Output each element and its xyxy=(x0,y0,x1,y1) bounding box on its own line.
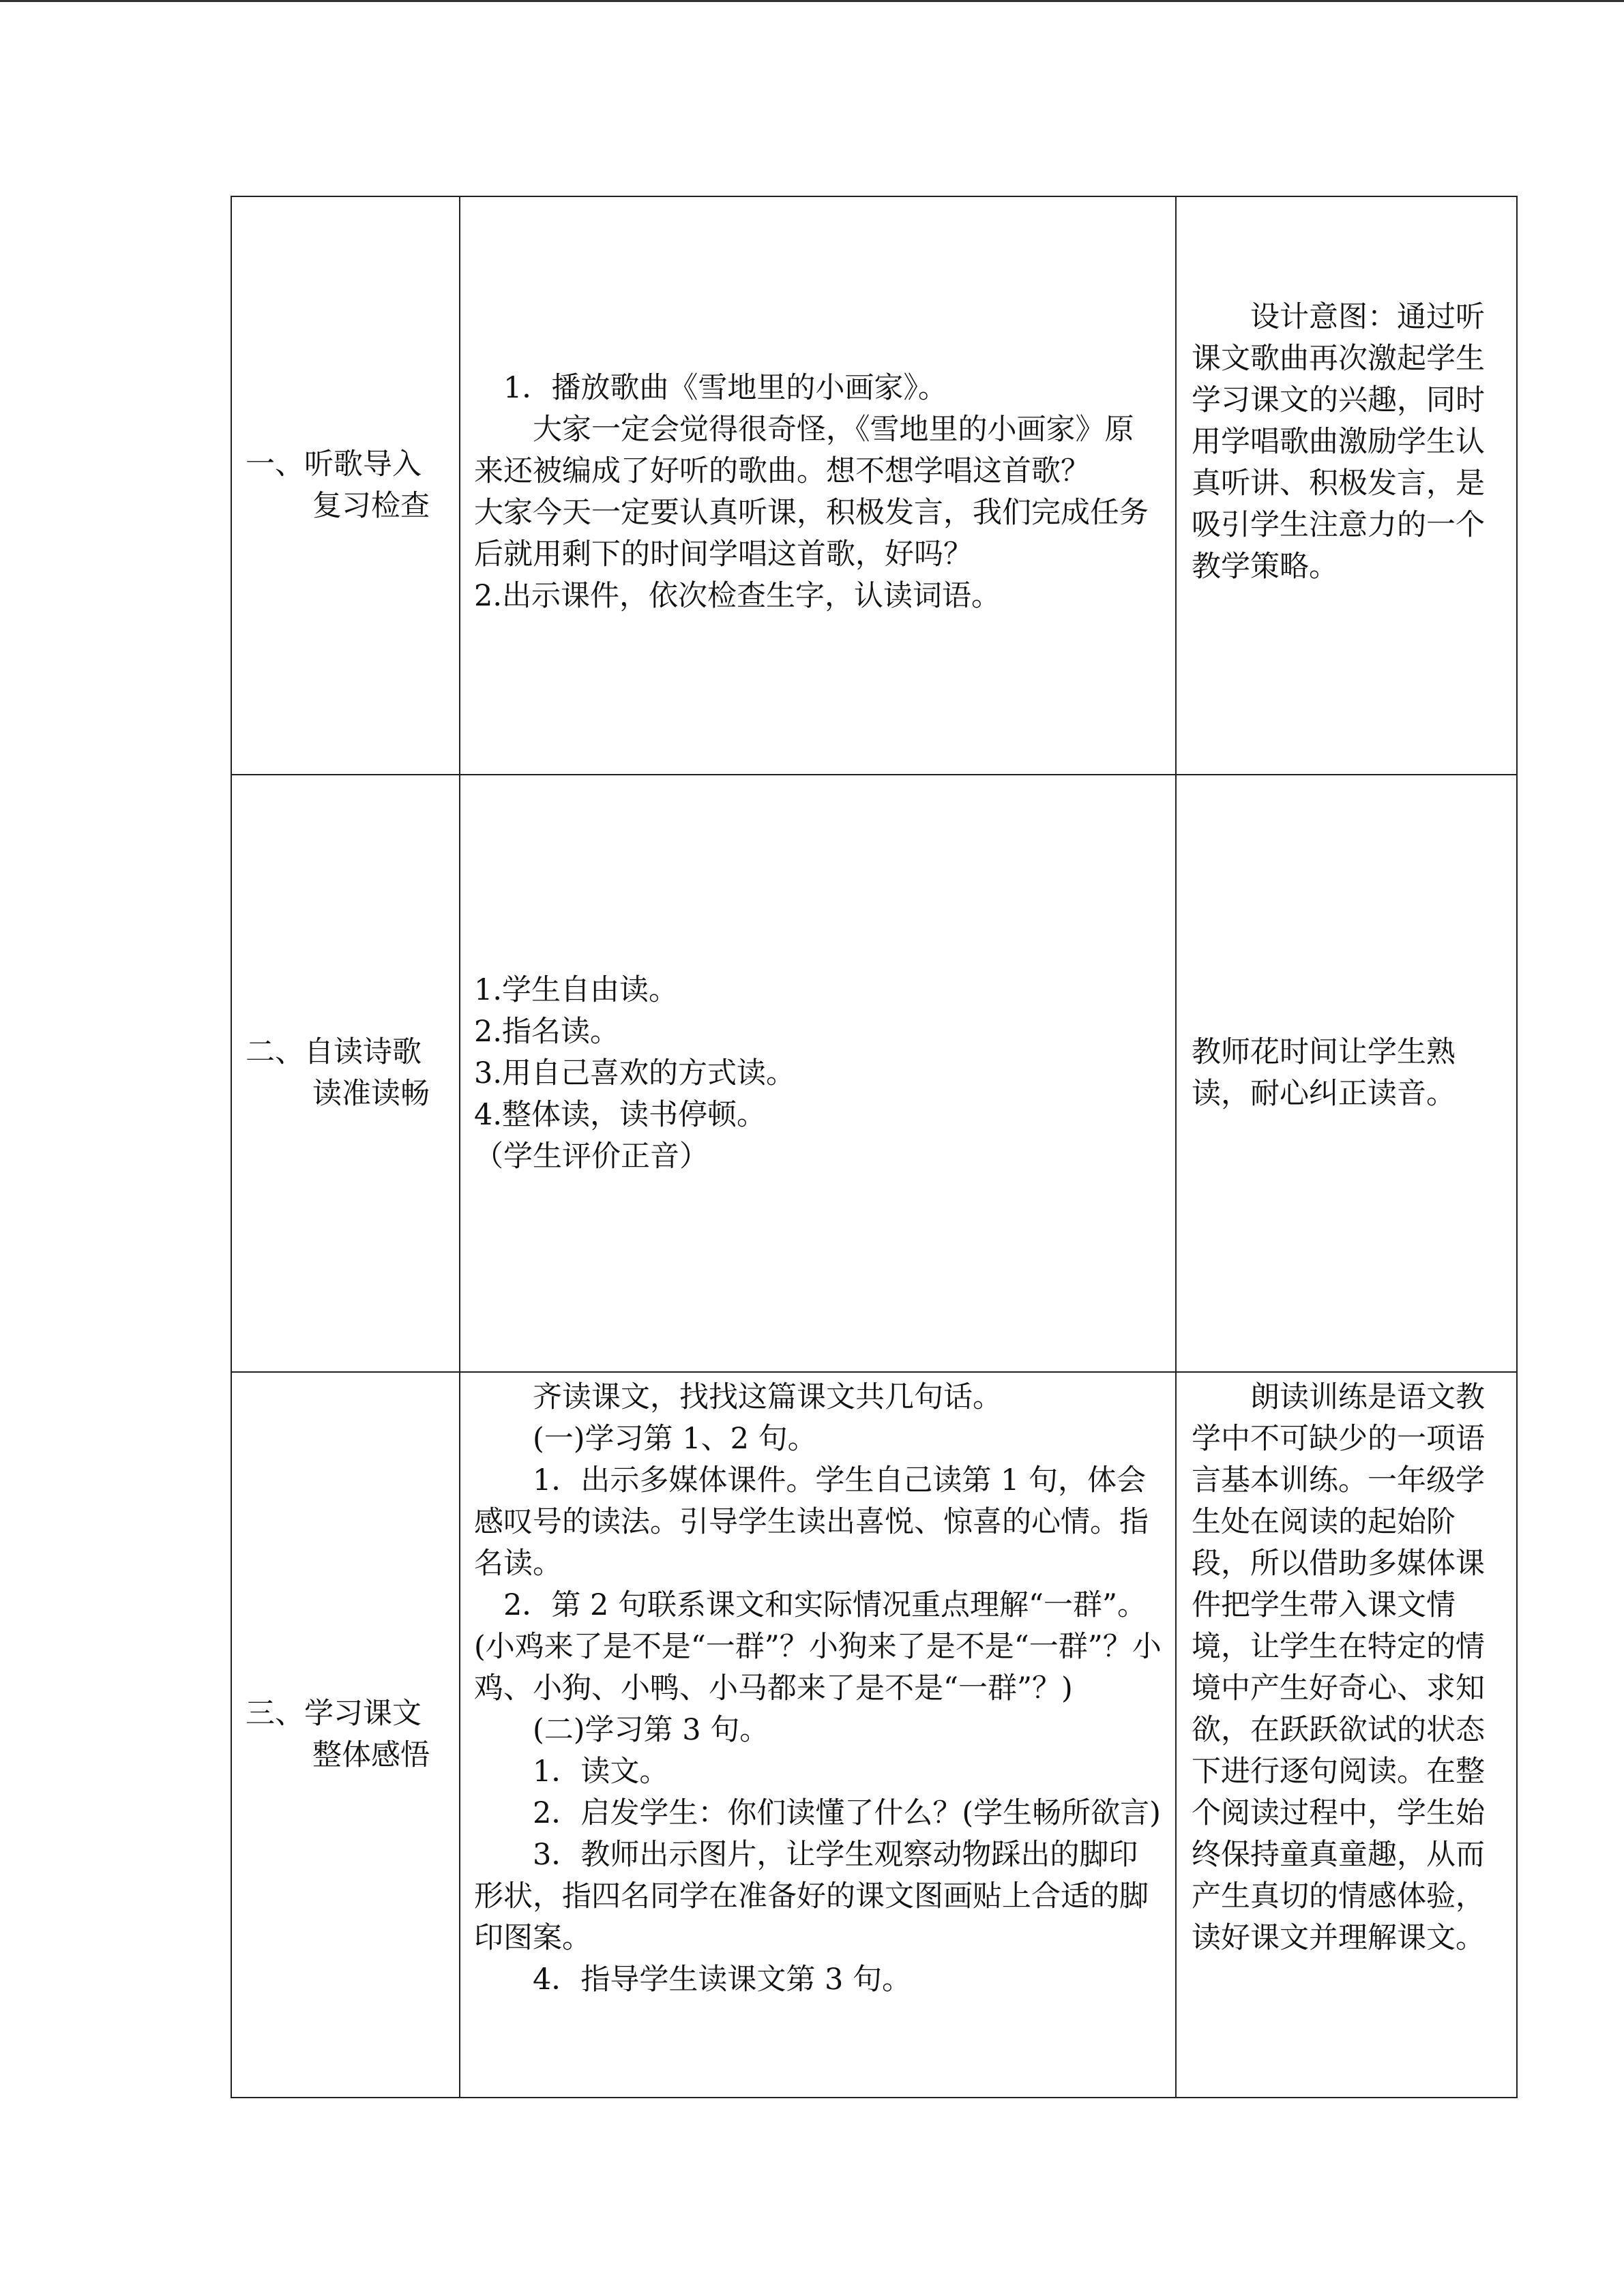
content-cell xyxy=(460,196,1176,775)
page-top-edge xyxy=(0,0,1624,2)
step-subtitle: 整体感悟 xyxy=(312,1738,430,1772)
content-line: 4．指导学生读课文第 3 句。 xyxy=(533,1963,912,1997)
content-line: (一)学习第 1、2 句。 xyxy=(533,1422,817,1456)
content-line: 4.整体读，读书停顿。 xyxy=(474,1097,767,1132)
content-line: （学生评价正音） xyxy=(474,1139,709,1174)
step-title: 二、自读诗歌 xyxy=(246,1035,422,1069)
intent-cell xyxy=(1176,196,1517,775)
table-row xyxy=(231,775,1517,1372)
content-line: 2.指名读。 xyxy=(474,1014,620,1049)
table-row xyxy=(231,1372,1517,2098)
intent-cell xyxy=(1176,1372,1517,2098)
content-line: 大家一定会觉得很奇怪，《雪地里的小画家》原来还被编成了好听的歌曲。想不想学唱这首歌？ 大家今天一定要认真听课，积极发言，我们完成任务后就用剩下的时间学唱这首歌，好吗？ xyxy=(474,413,1149,571)
content-cell xyxy=(460,775,1176,1372)
content-line: (二)学习第 3 句。 xyxy=(533,1713,769,1747)
step-title: 三、学习课文 xyxy=(246,1697,422,1731)
intent-cell xyxy=(1176,775,1517,1372)
step-title: 一、听歌导入 xyxy=(246,447,422,481)
content-line: 1．播放歌曲《雪地里的小画家》。 xyxy=(503,371,947,405)
content-cell xyxy=(460,1372,1176,2098)
content-line: 2．启发学生：你们读懂了什么？(学生畅所欲言) xyxy=(533,1796,1161,1830)
content-line: 2.出示课件，依次检查生字，认读词语。 xyxy=(474,579,1001,613)
content-line: 1．出示多媒体课件。学生自己读第 1 句，体会感叹号的读法。引导学生读出喜悦、惊喜的心情。指名读。 xyxy=(474,1463,1149,1581)
step-cell xyxy=(231,196,460,775)
table-row xyxy=(231,196,1517,775)
design-intent: 朗读训练是语文教学中不可缺少的一项语言基本训练。一年级学生处在阅读的起始阶段，所以借助多媒体课件把学生带入课文情境，让学生在特定的情境中产生好奇心、求知欲，在跃跃欲试的状态下进行逐句阅读。在整个阅读过程中，学生始终保持童真童趣，从而产生真切的情感体验，读好课文并理解课文。 xyxy=(1192,1380,1485,1955)
content-line: 3.用自己喜欢的方式读。 xyxy=(474,1056,796,1090)
design-intent: 设计意图：通过听课文歌曲再次激起学生学习课文的兴趣，同时用学唱歌曲激励学生认真听讲、积极发言，是吸引学生注意力的一个教学策略。 xyxy=(1192,300,1485,584)
step-cell xyxy=(231,1372,460,2098)
step-subtitle: 读准读畅 xyxy=(312,1077,430,1111)
content-line: 3．教师出示图片，让学生观察动物踩出的脚印形状，指四名同学在准备好的课文图画贴上合适的脚印图案。 xyxy=(474,1838,1149,1955)
step-subtitle: 复习检查 xyxy=(312,489,430,523)
content-line: 齐读课文，找找这篇课文共几句话。 xyxy=(533,1380,1002,1414)
content-line: 1.学生自由读。 xyxy=(474,972,679,1007)
content-line: 2．第 2 句联系课文和实际情况重点理解“一群”。(小鸡来了是不是“一群”？小狗来了是不是“一群”？小鸡、小狗、小鸭、小马都来了是不是“一群”？) xyxy=(474,1588,1162,1705)
lesson-plan-table xyxy=(231,196,1518,2098)
design-intent: 教师花时间让学生熟读，耐心纠正读音。 xyxy=(1192,1035,1456,1111)
content-line: 1．读文。 xyxy=(533,1755,669,1789)
step-cell xyxy=(231,775,460,1372)
